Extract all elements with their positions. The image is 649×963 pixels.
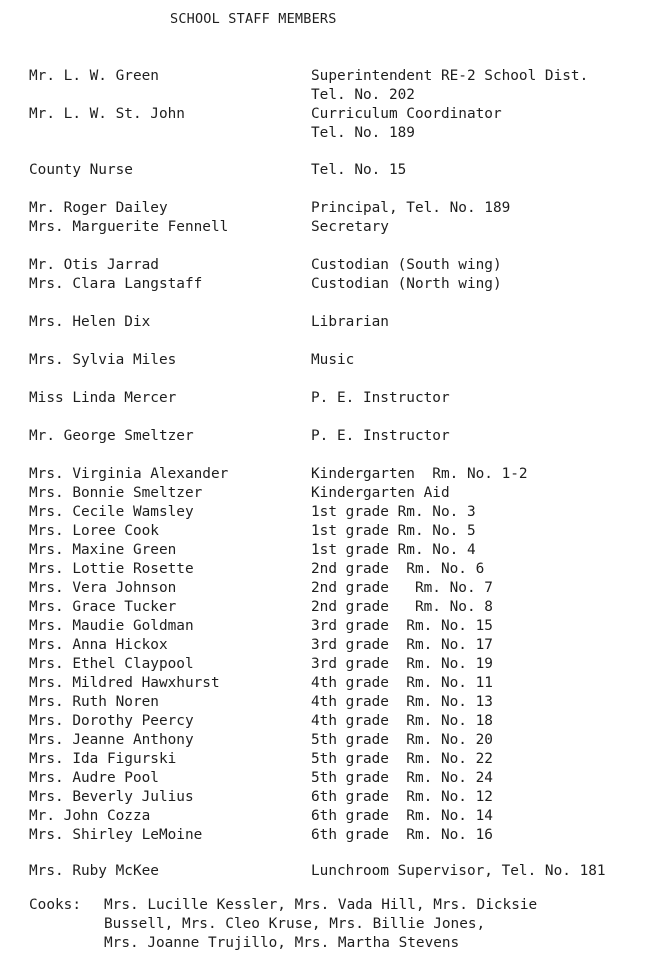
staff-role: Kindergarten Rm. No. 1-2 xyxy=(311,466,528,482)
staff-name: Mrs. Beverly Julius xyxy=(29,789,194,805)
staff-role-line: Curriculum Coordinator xyxy=(311,106,502,122)
staff-role: 4th grade Rm. No. 13 xyxy=(311,694,493,710)
staff-name: Miss Linda Mercer xyxy=(29,390,177,406)
staff-name: Mr. L. W. Green xyxy=(29,68,159,84)
staff-role: 5th grade Rm. No. 22 xyxy=(311,751,493,767)
staff-role: P. E. Instructor xyxy=(311,428,450,444)
staff-role: 3rd grade Rm. No. 17 xyxy=(311,637,493,653)
staff-name: Mrs. Ida Figurski xyxy=(29,751,177,767)
staff-name: Mrs. Clara Langstaff xyxy=(29,276,203,292)
staff-role: 2nd grade Rm. No. 8 xyxy=(311,599,493,615)
cooks-line: Bussell, Mrs. Cleo Kruse, Mrs. Billie Jones, xyxy=(104,915,486,932)
staff-name: Mrs. Ruth Noren xyxy=(29,694,159,710)
staff-name: Mrs. Helen Dix xyxy=(29,314,151,330)
staff-role: Kindergarten Aid xyxy=(311,485,450,501)
staff-name: Mr. L. W. St. John xyxy=(29,106,185,122)
staff-role: 6th grade Rm. No. 14 xyxy=(311,808,493,824)
staff-name: Mr. Otis Jarrad xyxy=(29,257,159,273)
staff-name: Mrs. Dorothy Peercy xyxy=(29,713,194,729)
staff-name: Mrs. Maxine Green xyxy=(29,542,177,558)
staff-role: 6th grade Rm. No. 16 xyxy=(311,827,493,843)
staff-role: 6th grade Rm. No. 12 xyxy=(311,789,493,805)
staff-name: Mr. John Cozza xyxy=(29,808,151,824)
staff-name: Mrs. Lottie Rosette xyxy=(29,561,194,577)
staff-role xyxy=(311,67,588,105)
staff-name: Mrs. Mildred Hawxhurst xyxy=(29,675,220,691)
staff-role: 5th grade Rm. No. 24 xyxy=(311,770,493,786)
staff-role: Tel. No. 15 xyxy=(311,162,407,178)
staff-role: 2nd grade Rm. No. 6 xyxy=(311,561,485,577)
staff-role: 1st grade Rm. No. 4 xyxy=(311,542,476,558)
staff-name: Mrs. Shirley LeMoine xyxy=(29,827,203,843)
staff-name: Mrs. Jeanne Anthony xyxy=(29,732,194,748)
staff-role: Custodian (North wing) xyxy=(311,276,502,292)
cooks-label: Cooks: xyxy=(29,897,81,913)
staff-role: 4th grade Rm. No. 11 xyxy=(311,675,493,691)
cooks-list xyxy=(104,896,624,953)
staff-name: Mrs. Audre Pool xyxy=(29,770,159,786)
staff-name: Mrs. Ruby McKee xyxy=(29,863,159,879)
staff-role: 3rd grade Rm. No. 19 xyxy=(311,656,493,672)
staff-role: 1st grade Rm. No. 3 xyxy=(311,504,476,520)
staff-role: P. E. Instructor xyxy=(311,390,450,406)
page-title: SCHOOL STAFF MEMBERS xyxy=(170,11,337,27)
staff-name: Mrs. Ethel Claypool xyxy=(29,656,194,672)
staff-role-line: Superintendent RE-2 School Dist. xyxy=(311,68,589,84)
staff-name: Mrs. Bonnie Smeltzer xyxy=(29,485,203,501)
staff-role: Music xyxy=(311,352,355,368)
staff-phone: Tel. No. 202 xyxy=(311,86,415,103)
staff-name: Mrs. Maudie Goldman xyxy=(29,618,194,634)
staff-phone: Tel. No. 189 xyxy=(311,124,415,141)
staff-name: Mrs. Vera Johnson xyxy=(29,580,177,596)
staff-role: Custodian (South wing) xyxy=(311,257,502,273)
staff-name: Mrs. Virginia Alexander xyxy=(29,466,229,482)
staff-role: Secretary xyxy=(311,219,389,235)
staff-name: Mrs. Sylvia Miles xyxy=(29,352,177,368)
staff-role: 2nd grade Rm. No. 7 xyxy=(311,580,493,596)
staff-name: Mrs. Cecile Wamsley xyxy=(29,504,194,520)
staff-name: Mrs. Grace Tucker xyxy=(29,599,177,615)
staff-role: 1st grade Rm. No. 5 xyxy=(311,523,476,539)
staff-name: Mrs. Loree Cook xyxy=(29,523,159,539)
staff-name: County Nurse xyxy=(29,162,133,178)
staff-name: Mrs. Anna Hickox xyxy=(29,637,168,653)
staff-name: Mr. Roger Dailey xyxy=(29,200,168,216)
staff-role: Lunchroom Supervisor, Tel. No. 181 xyxy=(311,863,606,879)
staff-role xyxy=(311,105,502,143)
cooks-line: Mrs. Joanne Trujillo, Mrs. Martha Stevens xyxy=(104,934,460,951)
cooks-line: Mrs. Lucille Kessler, Mrs. Vada Hill, Mrs. Dicksie xyxy=(104,897,538,913)
staff-name: Mr. George Smeltzer xyxy=(29,428,194,444)
staff-role: Librarian xyxy=(311,314,389,330)
staff-role: Principal, Tel. No. 189 xyxy=(311,200,511,216)
staff-name: Mrs. Marguerite Fennell xyxy=(29,219,229,235)
staff-role: 3rd grade Rm. No. 15 xyxy=(311,618,493,634)
staff-role: 4th grade Rm. No. 18 xyxy=(311,713,493,729)
staff-role: 5th grade Rm. No. 20 xyxy=(311,732,493,748)
